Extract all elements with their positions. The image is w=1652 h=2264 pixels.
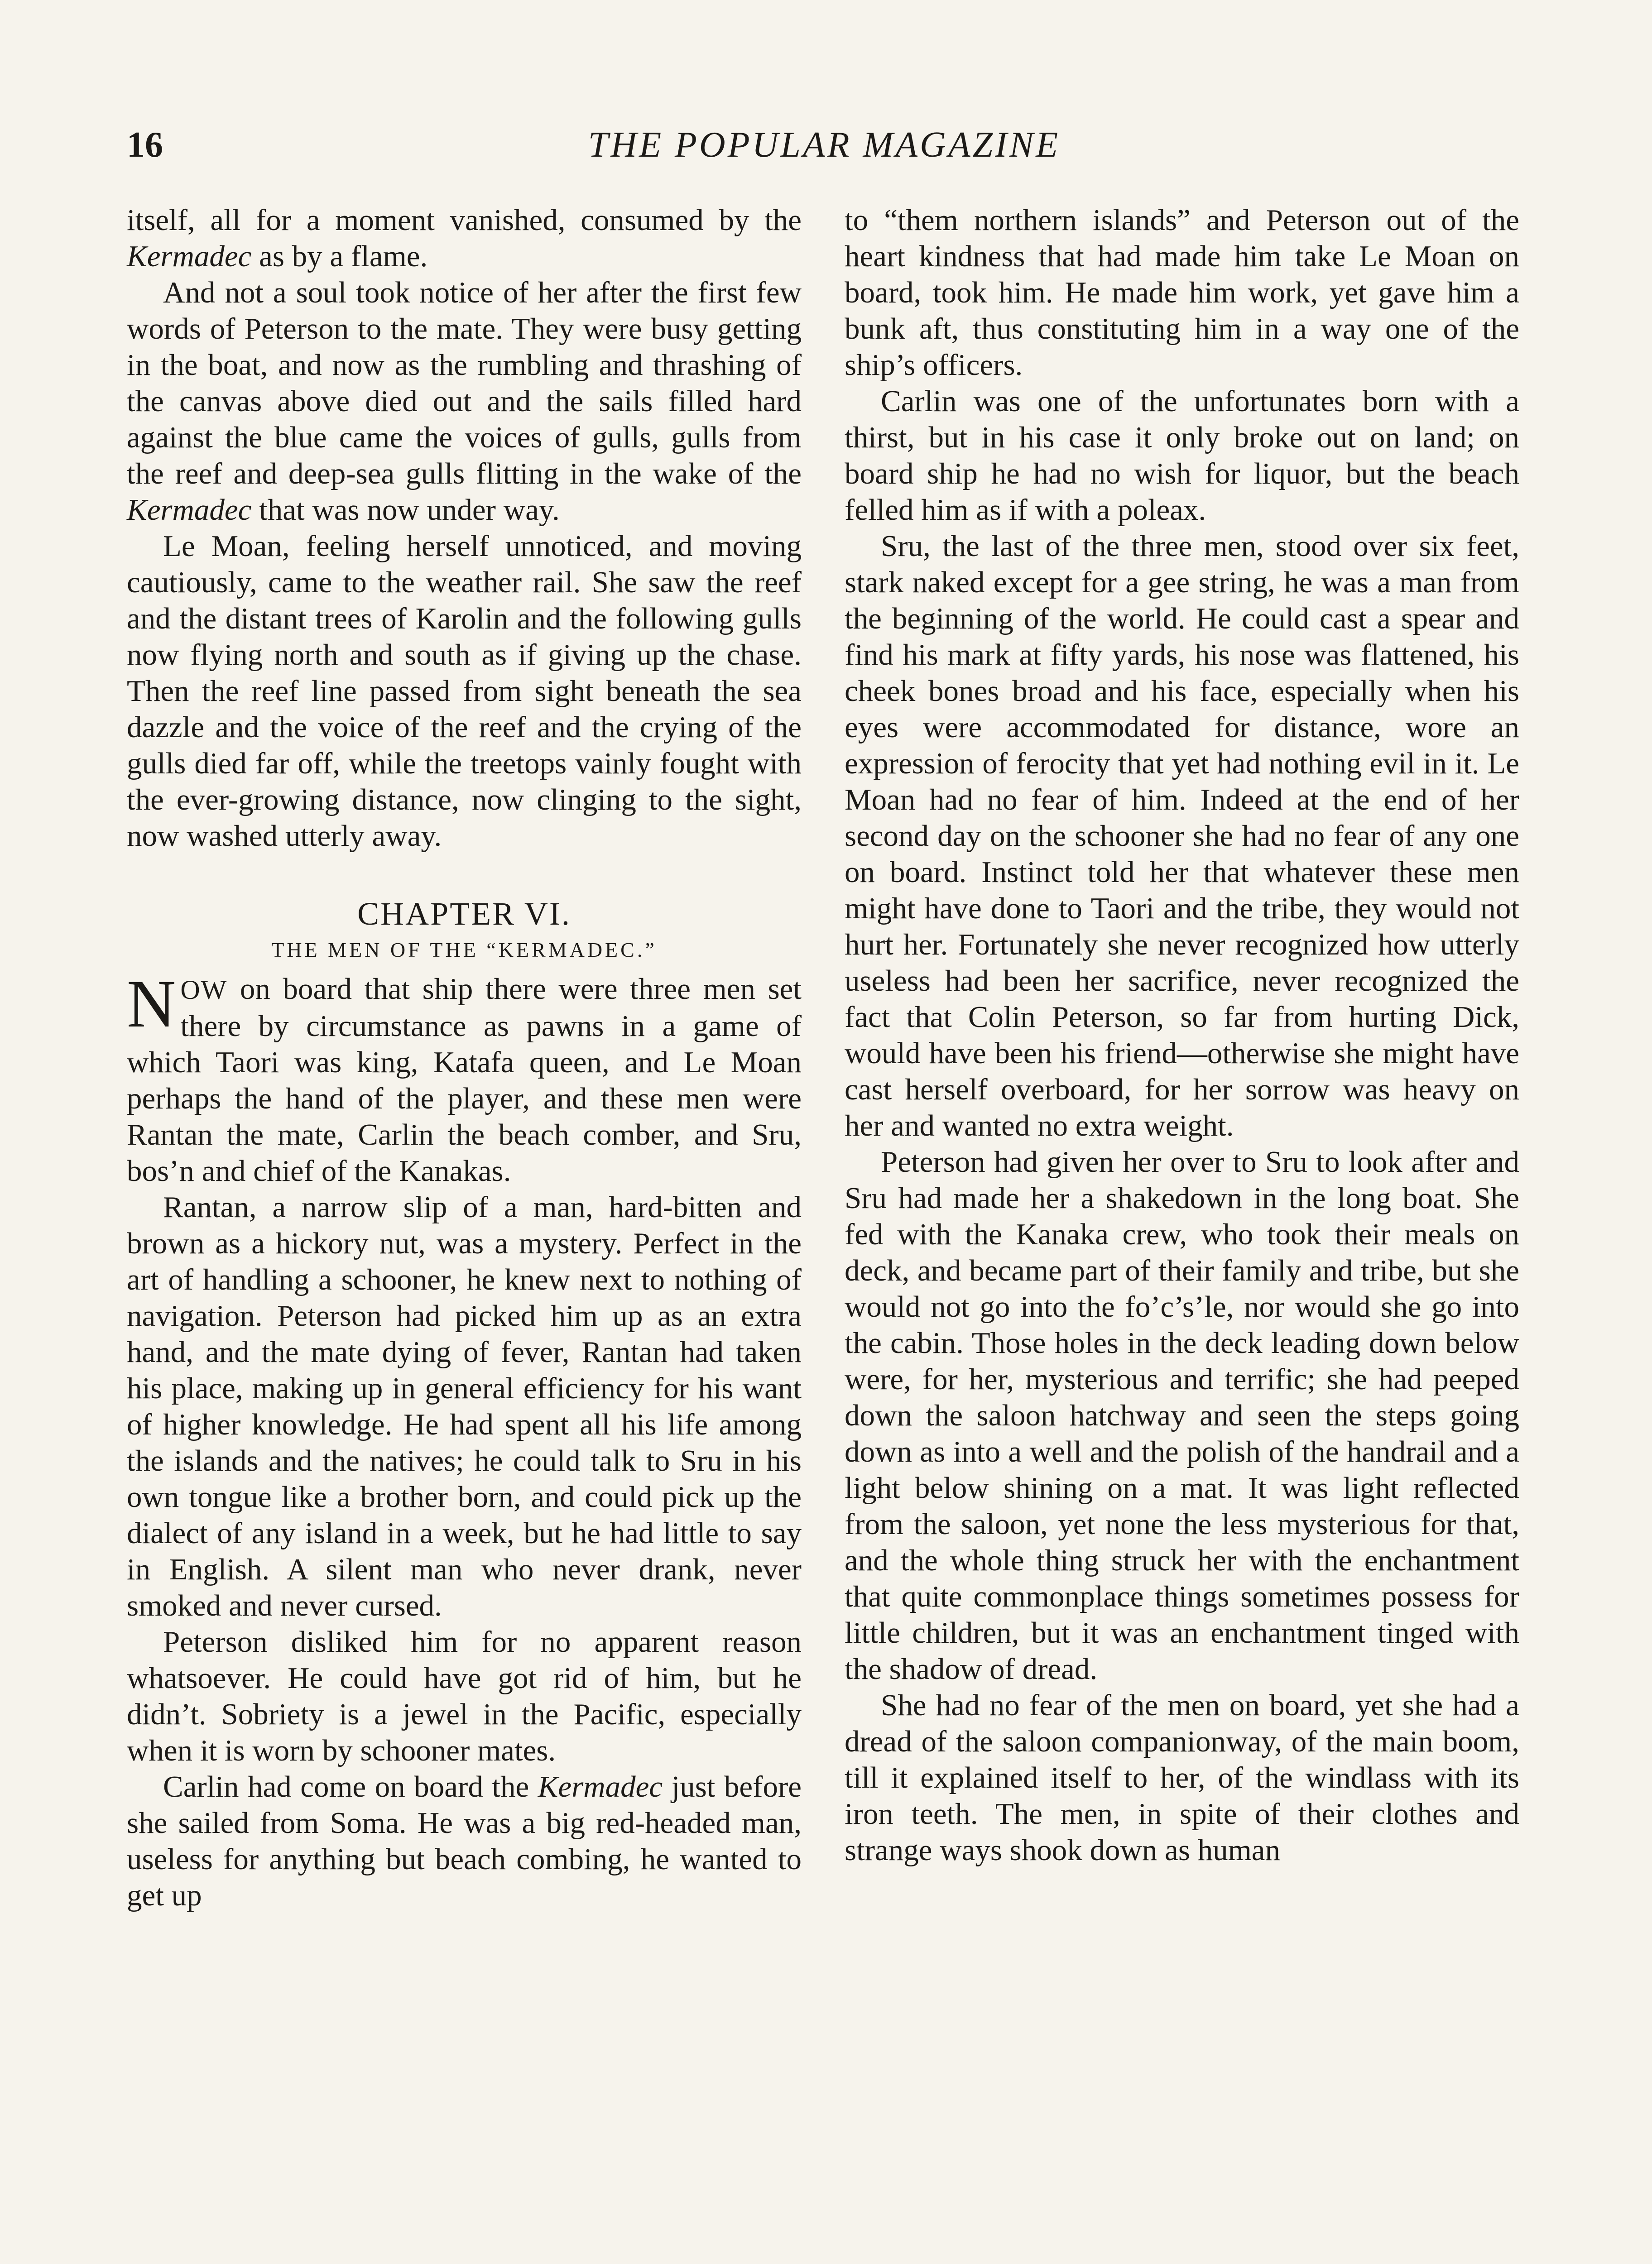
ship-name: Kermadec (538, 1770, 663, 1804)
page-header (127, 120, 1522, 170)
paragraph: Peterson disliked him for no apparent reason whatsoever. He could have got rid of him, but he didn’t. Sobriety is a jewel in the Pacific, especially when it is worn by schooner mates. (127, 1625, 802, 1767)
paragraph: Carlin was one of the unfortunates born with a thirst, but in his case it only broke out on land; on board ship he had no wish for liquor, but the beach felled him as if with a poleax. (845, 384, 1519, 527)
drop-cap: N (127, 966, 176, 1041)
paragraph-text: on board that ship there were three men set there by circumstance as pawns in a game of which Taori was king, Katafa queen, and Le Moan perhaps the hand of the player, and these men were Rantan the mate, Carlin the beach comber, and Sru, bos’n and chief of the Kanakas. (127, 972, 802, 1188)
paragraph: Rantan, a narrow slip of a man, hard-bitten and brown as a hickory nut, was a mystery. Perfect in the art of handling a schooner, he knew next to nothing of navigation. Peterson had picked him up as an extra hand, and the mate dying of fever, Rantan had taken his place, making up in general efficiency for his want of higher knowledge. He had spent all his life among the islands and the natives; he could talk to Sru in his own tongue like a brother born, and could pick up the dialect of any island in a week, but he had little to say in English. A silent man who never drank, never smoked and never cursed. (127, 1190, 802, 1622)
paragraph: And not a soul took notice of her after the first few words of Peterson to the mate. They were busy getting in the boat, and now as the rumbling and thrashing of the canvas above died out and the sails filled hard against the blue came the voices of gulls, gulls from the reef and deep-sea gulls flitting in the wake of the Kermadec that was now under way. (127, 276, 802, 527)
paragraph: Le Moan, feeling herself unnoticed, and moving cautiously, came to the weather rail. She saw the reef and the distant trees of Karolin and the following gulls now flying north and south as if giving up the chase. Then the reef line passed from sight beneath the sea dazzle and the voice of the reef and the crying of the gulls died far off, while the treetops vainly fought with the ever-growing distance, now clinging to the sight, now washed utterly away. (127, 529, 802, 853)
chapter-opening-paragraph (127, 966, 802, 1189)
chapter-subtitle: THE MEN OF THE “KERMADEC.” (271, 938, 657, 961)
page-number: 16 (127, 125, 163, 165)
ship-name: Kermadec (127, 240, 252, 273)
left-column (127, 202, 802, 1914)
right-column (845, 202, 1519, 1868)
paragraph: to “them northern islands” and Peterson out of the heart kindness that had made him take Le Moan on board, took him. He made him work, yet gave him a bunk aft, thus constituting him in a way one of the ship’s officers. (845, 203, 1519, 382)
paragraph: itself, all for a moment vanished, consumed by the Kermadec as by a flame. (127, 203, 802, 273)
paragraph: She had no fear of the men on board, yet she had a dread of the saloon companionway, of the main boom, till it explained itself to her, of the windlass with its iron teeth. The men, in spite of their clothes and strange ways shook down as human (845, 1688, 1519, 1867)
chapter-title: CHAPTER VI. (357, 896, 571, 932)
paragraph: Carlin had come on board the Kermadec just before she sailed from Soma. He was a big red-headed man, useless for anything but beach combing, he wanted to get up (127, 1770, 802, 1912)
paragraph: Peterson had given her over to Sru to look after and Sru had made her a shakedown in the long boat. She fed with the Kanaka crew, who took their meals on deck, and became part of their family and tribe, but she would not go into the fo’c’s’le, nor would she go into the cabin. Those holes in the deck leading down below were, for her, mysterious and terrific; she had peeped down the saloon hatchway and seen the steps going down as into a well and the polish of the handrail and a light below shining on a mat. It was light reflected from the saloon, yet none the less mysterious for that, and the whole thing struck her with the enchantment that quite commonplace things sometimes possess for little children, but it was an enchantment tinged with the shadow of dread. (845, 1145, 1519, 1686)
opening-caps: OW (180, 975, 228, 1005)
paragraph: Sru, the last of the three men, stood over six feet, stark naked except for a gee string, he was a man from the beginning of the world. He could cast a spear and find his mark at fifty yards, his nose was flattened, his cheek bones broad and his face, especially when his eyes were accommodated for distance, wore an expression of ferocity that yet had nothing evil in it. Le Moan had no fear of him. Indeed at the end of her second day on the schooner she had no fear of any one on board. Instinct told her that whatever these men might have done to Taori and the tribe, they would not hurt her. Fortunately she never recognized how utterly useless had been her sacrifice, never recognized the fact that Colin Peterson, so far from hurting Dick, would have been his friend—otherwise she might have cast herself overboard, for her sorrow was heavy on her and wanted no extra weight. (845, 529, 1519, 1142)
ship-name: Kermadec (127, 493, 252, 527)
running-title: THE POPULAR MAGAZINE (588, 125, 1061, 165)
